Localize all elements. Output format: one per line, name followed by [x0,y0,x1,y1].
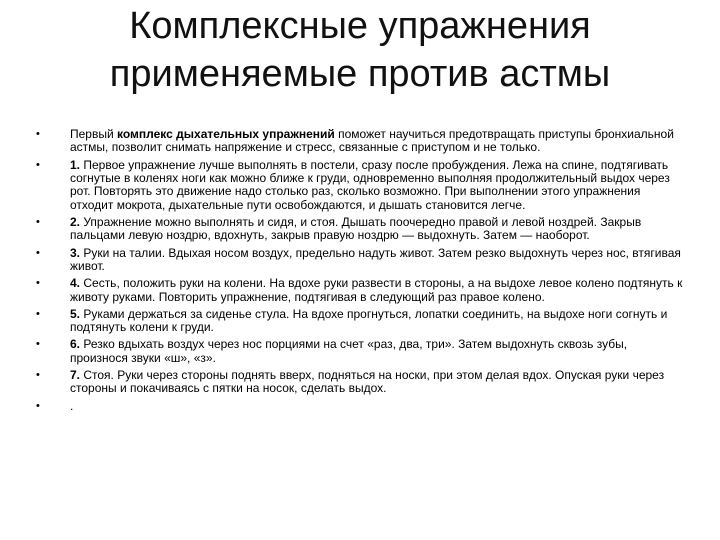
bullet-item-5 [36,308,684,335]
bullet-text [70,159,684,213]
bullet-icon: • [36,246,40,259]
bullet-bold: 2. [70,215,81,230]
bullet-bold: 5. [70,306,81,321]
bullet-text [70,369,684,396]
bullet-bold: комплекс дыхательных упражнений [117,127,335,141]
bullet-bold: 3. [70,245,81,260]
bullet-rest: поможет научиться предотвращать приступы бронхиальной астмы, позволит снимать напряжение и стресс, связанные с приступом и не только. [70,127,674,155]
bullet-text [70,308,684,335]
bullet-rest: Резко вдыхать воздух через нос порциями на счет «раз, два, три». Затем выдохнуть сквозь зубы, произнося звуки «ш», «з». [70,337,628,365]
bullet-icon: • [36,307,40,320]
bullet-bold: 7. [70,368,81,383]
bullet-item-4 [36,277,684,304]
bullet-item-intro [36,128,684,155]
bullet-icon: • [36,158,40,171]
bullet-icon: • [36,369,40,382]
bullet-item-2 [36,216,684,243]
bullet-text [70,247,684,274]
title-line-2: применяемые против астмы [109,53,611,95]
bullet-icon: • [36,128,40,140]
bullet-icon: • [36,338,40,351]
bullet-item-6 [36,338,684,365]
bullet-rest: Стоя. Руки через стороны поднять вверх, подняться на носки, при этом делая вдох. Опуская руки через стороны и покачиваясь с пятки на носок, сделать выдох. [70,368,665,396]
bullet-item-7 [36,369,684,396]
bullet-item-trailing [36,400,684,413]
bullet-rest: Упражнение можно выполнять и сидя, и стоя. Дышать поочередно правой и левой ноздрей. Закрыв пальцами левую ноздрю, вдохнуть, закрыв правую ноздрю — выдохнуть. Затем — наоборот. [70,215,642,243]
bullet-text [70,216,684,243]
bullet-prefix: Первый [70,127,118,141]
bullet-list [36,128,684,417]
bullet-text [70,128,684,155]
bullet-text [70,338,684,365]
slide-title [60,2,660,98]
bullet-rest: Руками держаться за сиденье стула. На вдохе прогнуться, лопатки соединить, на выдохе ноги согнуть и подтянуть колени к груди. [70,306,668,335]
bullet-rest: Руки на талии. Вдыхая носом воздух, предельно надуть живот. Затем резко выдохнуть через нос, втягивая живот. [70,245,681,274]
bullet-icon: • [36,277,40,290]
bullet-bold: 4. [70,276,81,291]
bullet-rest: Первое упражнение лучше выполнять в постели, сразу после пробуждения. Лежа на спине, подтягивать согнутые в коленях ноги как можно ближе к груди, одновременно выполняя продолжительный выдох через рот. Повторять это движение надо столько раз, сколько возможно. При выполнении этого упражнения отходит мокрота, дыхательные пути освобождаются, и дышать становится легче. [70,157,670,212]
bullet-item-1 [36,159,684,213]
title-line-1: Комплексные упражнения [129,5,591,47]
bullet-icon: • [36,399,40,412]
bullet-rest: . [70,398,74,413]
bullet-rest: Сесть, положить руки на колени. На вдохе руки развести в стороны, а на выдохе левое колено подтянуть к животу руками. Повторить упражнение, подтягивая в следующий раз правое колено. [70,276,683,304]
bullet-icon: • [36,216,40,229]
bullet-item-3 [36,247,684,274]
bullet-text [70,400,684,413]
bullet-text [70,277,684,304]
bullet-bold: 6. [70,337,81,352]
bullet-bold: 1. [70,157,81,172]
